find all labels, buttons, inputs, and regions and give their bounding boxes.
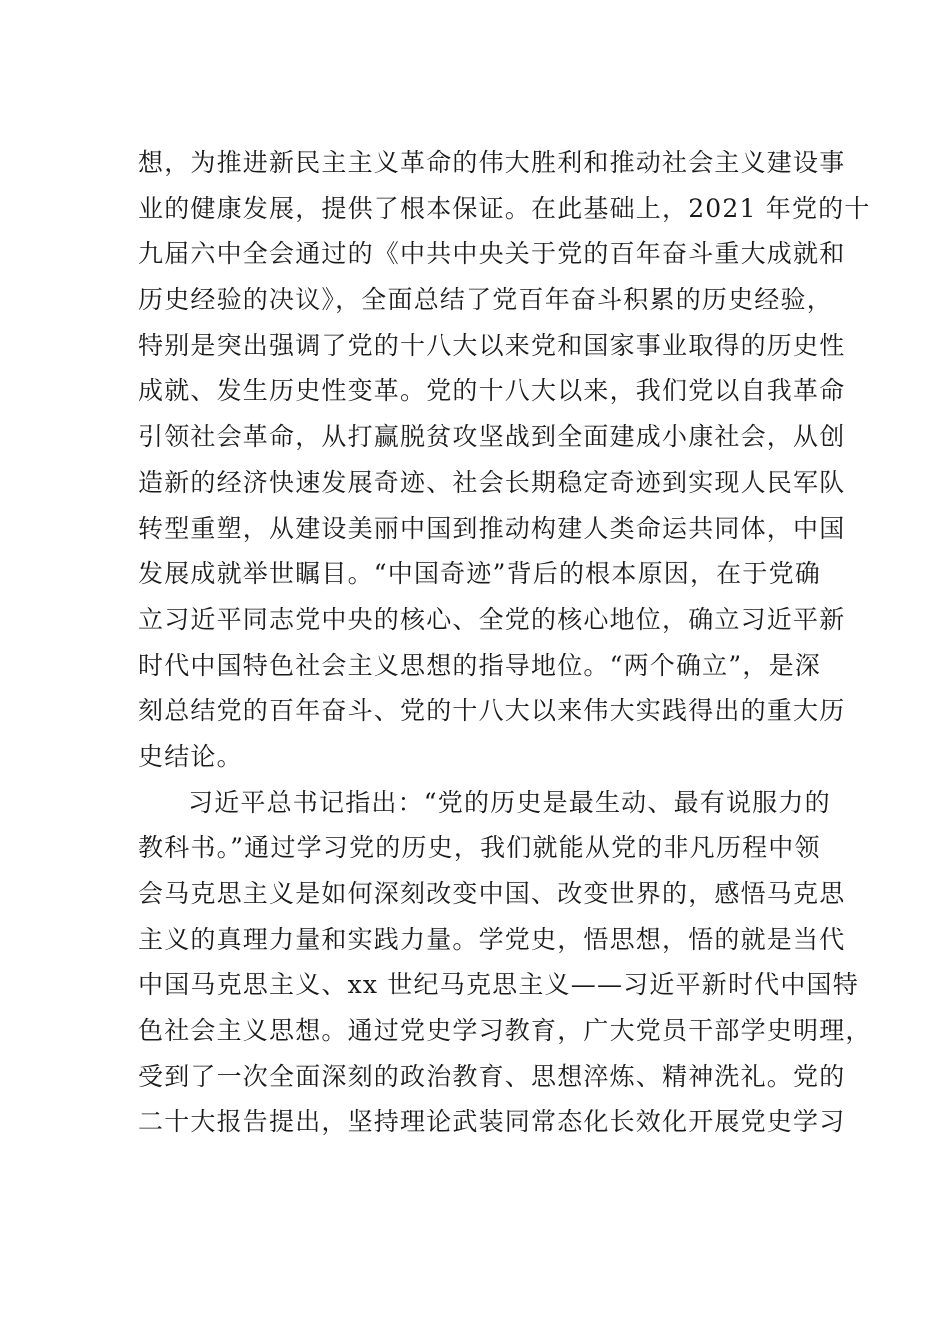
text-line: 二十大报告提出，坚持理论武装同常态化长效化开展党史学习 bbox=[138, 1107, 846, 1137]
text-line: 受到了一次全面深刻的政治教育、思想淬炼、精神洗礼。党的 bbox=[138, 1061, 846, 1091]
paragraph-2 bbox=[138, 780, 872, 1146]
body-text bbox=[138, 140, 872, 1145]
text-line: 发展成就举世瞩目。“中国奇迹”背后的根本原因，在于党确 bbox=[138, 559, 821, 589]
text-line: 色社会主义思想。通过党史学习教育，广大党员干部学史明理， bbox=[138, 1016, 872, 1046]
text-line: 会马克思主义是如何深刻改变中国、改变世界的，感悟马克思 bbox=[138, 879, 846, 908]
text-line: 教科书。”通过学习党的历史，我们就能从党的非凡历程中领 bbox=[138, 833, 821, 863]
text-line: 业的健康发展，提供了根本保证。在此基础上，2021 年党的十 bbox=[138, 193, 871, 223]
text-line: 九届六中全会通过的《中共中央关于党的百年奋斗重大成就和 bbox=[138, 239, 846, 269]
text-line: 成就、发生历史性变革。党的十八大以来，我们党以自我革命 bbox=[138, 376, 846, 406]
text-line: 主义的真理力量和实践力量。学党史，悟思想，悟的就是当代 bbox=[138, 924, 846, 954]
text-line: 刻总结党的百年奋斗、党的十八大以来伟大实践得出的重大历 bbox=[138, 696, 846, 726]
text-line: 时代中国特色社会主义思想的指导地位。“两个确立”，是深 bbox=[138, 650, 821, 680]
text-line: 想，为推进新民主主义革命的伟大胜利和推动社会主义建设事 bbox=[138, 148, 846, 177]
text-line: 中国马克思主义、xx 世纪马克思主义——习近平新时代中国特 bbox=[138, 970, 859, 1000]
paragraph-1 bbox=[138, 140, 871, 780]
text-line: 史结论。 bbox=[138, 741, 243, 771]
text-line: 造新的经济快速发展奇迹、社会长期稳定奇迹到实现人民军队 bbox=[138, 467, 846, 497]
text-line: 习近平总书记指出：“党的历史是最生动、最有说服力的 bbox=[188, 787, 831, 817]
text-line: 历史经验的决议》，全面总结了党百年奋斗积累的历史经验， bbox=[138, 285, 833, 315]
text-line: 转型重塑，从建设美丽中国到推动构建人类命运共同体，中国 bbox=[138, 513, 846, 543]
text-line: 特别是突出强调了党的十八大以来党和国家事业取得的历史性 bbox=[138, 330, 846, 360]
text-line: 引领社会革命，从打赢脱贫攻坚战到全面建成小康社会，从创 bbox=[138, 422, 846, 452]
text-line: 立习近平同志党中央的核心、全党的核心地位，确立习近平新 bbox=[138, 604, 846, 634]
